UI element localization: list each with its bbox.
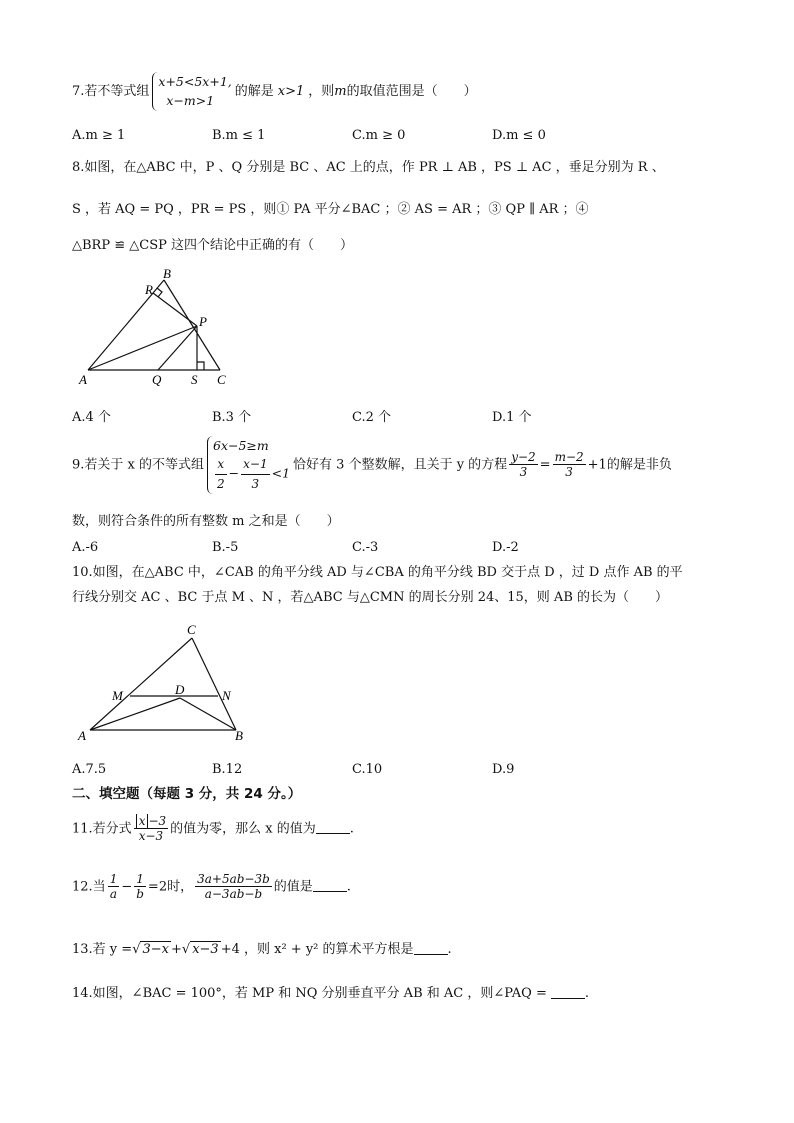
q7-option-a[interactable]: A.m ≥ 1 [72, 128, 126, 143]
q8-option-d[interactable]: D.1 个 [492, 410, 532, 425]
q12-f2-num: 1 [134, 872, 146, 887]
q7-option-b[interactable]: B.m ≤ 1 [212, 128, 266, 143]
q7-cond: x>1 [277, 83, 305, 99]
q12-f1-den: a [109, 887, 118, 902]
q10-option-c[interactable]: C.10 [352, 762, 383, 777]
q7-tail2: ，则 [308, 83, 335, 99]
q10-label-c: C [187, 622, 196, 637]
question-11 [72, 814, 354, 844]
q13-rest: +4 ，则 x² + y² 的算术平方根是 [220, 942, 414, 957]
q8-label-q: Q [152, 372, 162, 387]
q8-right-angle-r [157, 288, 162, 297]
q8-label-b: B [163, 266, 171, 281]
q14-answer-blank[interactable] [551, 986, 585, 999]
q9-tail: 的解是非负 [606, 457, 672, 473]
q11-answer-blank[interactable] [316, 821, 350, 834]
q8-option-b[interactable]: B.3 个 [212, 410, 252, 425]
q9-sys-row1: 6x−5≥m [213, 438, 269, 453]
q9-frac4-den: 3 [565, 465, 573, 480]
q12-f1-num: 1 [109, 872, 118, 886]
q7-tail1: 的解是 [234, 83, 274, 99]
q10-label-a: A [78, 728, 86, 743]
q11-abs-x: x [136, 814, 149, 828]
q7-sys-row2: x−m>1 [166, 93, 215, 109]
q9-frac4-num: m−2 [554, 449, 584, 464]
q9-frac2-num: x−1 [241, 455, 269, 475]
q9-frac2-den: 3 [251, 476, 260, 491]
q13-plus: + [170, 942, 182, 957]
q10-option-d[interactable]: D.9 [492, 762, 515, 777]
section-2-title: 二、填空题（每题 3 分，共 24 分。） [72, 786, 302, 802]
q9-option-c[interactable]: C.-3 [352, 540, 379, 555]
q11-end: . [349, 821, 354, 837]
q10-option-a[interactable]: A.7.5 [72, 762, 107, 777]
q11-denominator: x−3 [138, 829, 164, 844]
q9-lead: 9.若关于 x 的不等式组 [72, 457, 204, 473]
question-9 [72, 436, 672, 494]
q9-mid: 恰好有 3 个整数解，且关于 y 的方程 [293, 457, 508, 473]
question-12 [72, 872, 351, 902]
q9-option-b[interactable]: B.-5 [212, 540, 239, 555]
q10-label-n: N [222, 688, 231, 703]
q9-frac1-num: x [215, 455, 227, 475]
q12-lead: 12.当 [72, 879, 106, 895]
q8-figure [72, 266, 242, 390]
q11-numerator [134, 814, 168, 829]
q9-eq: = [539, 457, 551, 473]
q9-option-a[interactable]: A.-6 [72, 540, 99, 555]
q9-frac3-num: y−2 [511, 449, 536, 464]
q14-text: 14.如图，∠BAC = 100°，若 MP 和 NQ 分别垂直平分 AB 和 AC ，则∠PAQ = [72, 986, 547, 1001]
q10-label-m: M [112, 688, 123, 703]
q10-label-d: D [175, 682, 185, 697]
q13-radicand-2: x−3 [192, 942, 219, 957]
q12-f3-den: a−3ab−b [204, 887, 263, 902]
q8-option-c[interactable]: C.2 个 [352, 410, 392, 425]
q13-answer-blank[interactable] [414, 942, 448, 955]
q7-option-c[interactable]: C.m ≥ 0 [352, 128, 406, 143]
q9-line2: 数，则符合条件的所有整数 m 之和是（ ） [72, 514, 340, 529]
question-7 [72, 72, 477, 111]
question-14 [72, 986, 589, 1002]
q10-line1: 10.如图，在△ABC 中，∠CAB 的角平分线 AD 与∠CBA 的角平分线 BD 交于点 D ，过 D 点作 AB 的平 [72, 565, 683, 580]
q10-seg-ad [90, 698, 180, 730]
q7-system [152, 72, 231, 111]
q8-seg-ap [88, 326, 197, 370]
radical-sign-icon: √ [132, 942, 141, 957]
q12-f3-num: 3a+5ab−3b [197, 872, 270, 886]
q8-label-p: P [199, 314, 207, 329]
q8-seg-bc [164, 280, 220, 370]
q10-option-b[interactable]: B.12 [212, 762, 243, 777]
q9-sys-row2 [213, 455, 290, 493]
q8-label-c: C [217, 372, 226, 387]
q11-lead: 11.若分式 [72, 821, 132, 837]
q8-label-a: A [79, 372, 87, 387]
q14-end: . [584, 986, 590, 1001]
q10-figure [72, 618, 262, 748]
q7-option-d[interactable]: D.m ≤ 0 [492, 128, 546, 143]
q9-minus: − [228, 465, 240, 481]
q8-label-r: R [145, 282, 153, 297]
q7-var: m [334, 83, 347, 99]
q10-line2: 行线分别交 AC 、BC 于点 M 、N ，若△ABC 与△CMN 的周长分别 24、15，则 AB 的长为（ ） [72, 590, 669, 605]
q8-seg-qp [158, 326, 197, 370]
q12-answer-blank[interactable] [313, 879, 347, 892]
q7-sys-row1: x+5<5x+1, [158, 74, 232, 89]
q7-lead: 7.若不等式组 [72, 83, 150, 99]
q9-plus1: +1 [587, 457, 607, 473]
q10-label-b: B [235, 728, 243, 743]
q8-right-angle-s [197, 362, 204, 370]
q13-end: . [447, 942, 452, 957]
q9-lt1: <1 [271, 465, 291, 481]
q9-frac1-den: 2 [217, 476, 225, 491]
q8-label-s: S [191, 372, 198, 387]
q12-tail: 的值是 [273, 879, 313, 895]
q12-end: . [346, 879, 351, 895]
q9-system [207, 436, 290, 494]
q8-line2: S ，若 AQ = PQ ，PR = PS ，则① PA 平分∠BAC ；② AS = AR ；③ QP ∥ AR ；④ [72, 202, 589, 217]
q11-num-rest: −3 [148, 814, 167, 828]
radical-sign-icon: √ [181, 942, 191, 957]
q12-eq: =2时， [147, 879, 194, 895]
q10-seg-cb [192, 638, 236, 730]
q12-f2-den: b [136, 887, 144, 902]
q13-lead: 13.若 y = [72, 942, 133, 957]
question-13 [72, 942, 452, 958]
q9-frac3-den: 3 [519, 465, 528, 480]
q13-radicand-1: 3−x [142, 942, 169, 957]
q11-tail: 的值为零，那么 x 的值为 [170, 821, 316, 837]
q8-line3: △BRP ≌ △CSP 这四个结论中正确的有（ ） [72, 238, 353, 253]
q9-option-d[interactable]: D.-2 [492, 540, 519, 555]
q8-line1: 8.如图，在△ABC 中，P 、Q 分别是 BC 、AC 上的点，作 PR ⊥ AB ，PS ⊥ AC ，垂足分别为 R 、 [72, 160, 665, 175]
q7-tail3: 的取值范围是（ ） [346, 83, 477, 99]
q8-option-a[interactable]: A.4 个 [72, 410, 111, 425]
q12-minus: − [121, 879, 133, 895]
